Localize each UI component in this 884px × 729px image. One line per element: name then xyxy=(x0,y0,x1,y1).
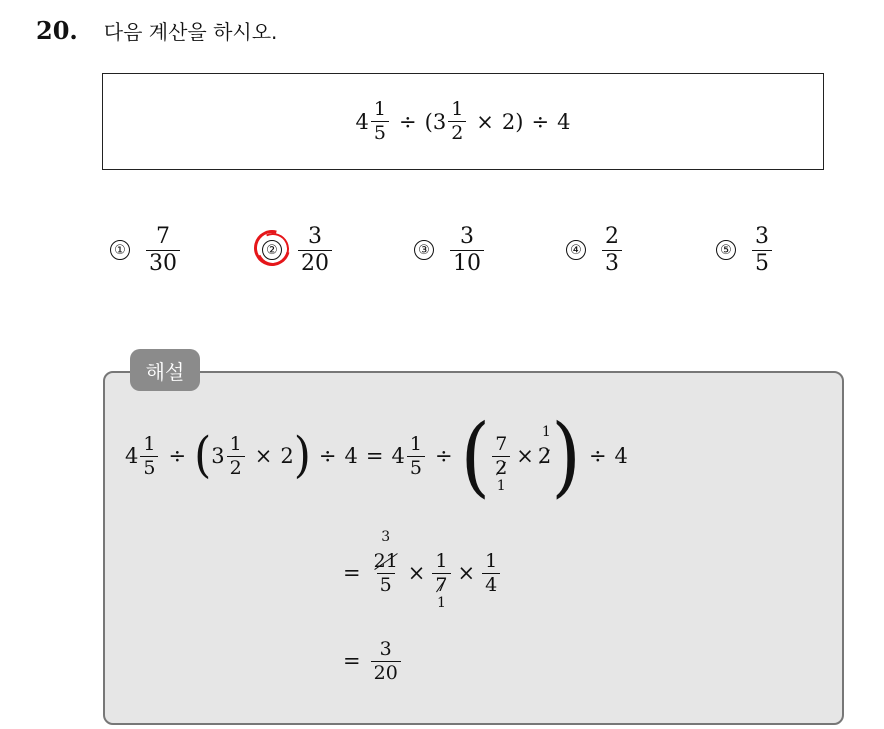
fraction xyxy=(432,549,450,611)
question-header xyxy=(36,12,277,48)
choice-5[interactable] xyxy=(716,218,774,282)
mixed-whole: 4 xyxy=(355,109,369,134)
right-big-paren: ) xyxy=(551,404,581,507)
numerator: 1 xyxy=(373,98,386,120)
numerator: 1 xyxy=(143,432,156,455)
cancelled-number: 21 xyxy=(373,549,398,572)
fraction xyxy=(602,223,622,276)
choice-3[interactable] xyxy=(414,218,486,282)
denominator: 5 xyxy=(371,121,389,143)
problem-expression xyxy=(356,100,571,143)
numerator: 7 xyxy=(156,223,170,249)
numerator: 1 xyxy=(451,98,464,120)
question-number: 20. xyxy=(36,15,78,45)
solution-tag: 해설 xyxy=(130,349,200,391)
times-sign: × xyxy=(476,109,494,134)
right-paren: ) xyxy=(293,427,311,484)
number: 2 xyxy=(501,109,516,134)
denominator: 20 xyxy=(298,250,332,275)
reduced-digit: 1 xyxy=(541,424,551,440)
times-sign: × xyxy=(254,444,273,468)
fraction xyxy=(482,549,500,596)
choice-2[interactable] xyxy=(262,218,334,282)
numerator xyxy=(371,528,401,573)
denominator: 2 xyxy=(227,456,245,478)
choice-1[interactable] xyxy=(110,218,182,282)
fraction xyxy=(407,432,425,479)
choice-number: ① xyxy=(110,240,130,260)
solution-line-3 xyxy=(343,631,403,691)
equals-sign: = xyxy=(365,444,384,468)
fraction xyxy=(371,528,401,596)
mixed-whole: 4 xyxy=(125,444,139,468)
numerator: 1 xyxy=(229,432,242,455)
fraction xyxy=(227,432,245,479)
denominator xyxy=(432,573,450,611)
divide-sign: ÷ xyxy=(399,109,417,134)
denominator: 5 xyxy=(140,456,158,478)
cancelled-number xyxy=(537,424,552,468)
fraction xyxy=(448,100,466,143)
divide-sign: ÷ xyxy=(318,444,337,468)
left-paren: ( xyxy=(424,109,433,134)
reduced-digit: 3 xyxy=(381,528,391,545)
numerator: 3 xyxy=(308,223,322,249)
fraction xyxy=(371,100,389,143)
mixed-whole: 3 xyxy=(211,444,225,468)
denominator: 4 xyxy=(482,573,500,595)
numerator: 1 xyxy=(409,432,422,455)
question-text: 다음 계산을 하시오. xyxy=(103,19,278,44)
denominator: 5 xyxy=(377,573,395,595)
choice-number: ④ xyxy=(566,240,586,260)
choice-number: ② xyxy=(262,240,282,260)
numerator: 2 xyxy=(605,223,619,249)
reduced-digit: 1 xyxy=(496,477,506,494)
left-paren: ( xyxy=(194,427,212,484)
number: 2 xyxy=(280,444,294,468)
times-sign: × xyxy=(407,561,426,585)
numerator: 3 xyxy=(755,223,769,249)
choice-4[interactable] xyxy=(566,218,624,282)
choice-number: ⑤ xyxy=(716,240,736,260)
divide-sign: ÷ xyxy=(588,444,607,468)
denominator: 10 xyxy=(450,250,484,275)
number: 4 xyxy=(557,109,571,134)
divide-sign: ÷ xyxy=(434,444,453,468)
solution-line-1 xyxy=(125,404,628,507)
numerator: 3 xyxy=(379,637,392,660)
fraction xyxy=(298,223,332,276)
numerator: 1 xyxy=(435,549,448,572)
divide-sign: ÷ xyxy=(168,444,187,468)
number: 4 xyxy=(344,444,358,468)
denominator: 5 xyxy=(407,456,425,478)
numerator: 3 xyxy=(460,223,474,249)
number: 4 xyxy=(614,444,628,468)
times-sign: × xyxy=(457,561,476,585)
divide-sign: ÷ xyxy=(531,109,550,134)
reduced-digit: 1 xyxy=(436,594,446,611)
cancelled-digit: 2 xyxy=(495,456,508,479)
right-paren: ) xyxy=(515,109,524,134)
denominator xyxy=(492,456,510,494)
denominator: 20 xyxy=(371,661,401,683)
fraction xyxy=(492,432,510,494)
times-sign: × xyxy=(516,444,534,468)
denominator: 30 xyxy=(146,250,180,275)
mixed-whole: 3 xyxy=(432,109,447,134)
numerator: 1 xyxy=(485,549,498,572)
denominator: 5 xyxy=(752,250,772,275)
denominator: 2 xyxy=(448,121,466,143)
numerator: 7 xyxy=(495,432,508,455)
fraction xyxy=(371,637,401,684)
choice-number: ③ xyxy=(414,240,434,260)
solution-box xyxy=(103,371,844,725)
problem-box xyxy=(102,73,824,170)
mixed-whole: 4 xyxy=(391,444,405,468)
solution-line-2 xyxy=(343,518,502,628)
left-big-paren: ( xyxy=(460,404,491,507)
denominator: 3 xyxy=(602,250,622,275)
answer-choices xyxy=(110,218,800,282)
cancelled-digit: 7 xyxy=(435,573,448,596)
fraction xyxy=(146,223,180,276)
fraction xyxy=(450,223,484,276)
fraction xyxy=(752,223,772,276)
fraction xyxy=(140,432,158,479)
equals-sign: = xyxy=(343,561,361,585)
equals-sign: = xyxy=(343,649,361,673)
cancelled-digit: 2 xyxy=(537,444,552,468)
